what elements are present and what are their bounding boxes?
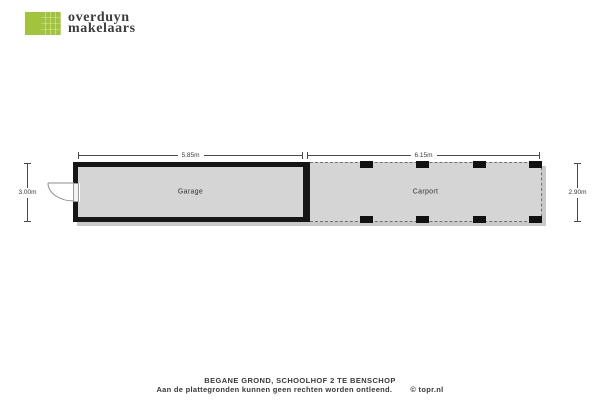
floorplan-title: BEGANE GROND, SCHOOLHOF 2 TE BENSCHOP	[204, 376, 396, 385]
dimension-carport-width	[307, 152, 540, 159]
carport-post	[529, 216, 542, 223]
dimension-carport-height	[568, 163, 587, 222]
garage-label: Garage	[177, 188, 204, 196]
carport-post	[473, 216, 486, 223]
dimension-carport-height-label: 2.90m	[568, 188, 587, 196]
dimension-garage-width-label: 5.85m	[177, 151, 203, 160]
agency-logo-icon	[25, 12, 61, 35]
carport-post	[473, 161, 486, 168]
carport-post	[529, 161, 542, 168]
credit-text: © topr.nl	[410, 385, 444, 394]
carport-post	[360, 161, 373, 168]
carport-label: Carport	[412, 188, 439, 196]
agency-name-line1: overduyn	[68, 10, 130, 25]
dimension-carport-width-label: 6.15m	[410, 151, 436, 160]
carport-room	[310, 162, 542, 222]
carport-post	[360, 216, 373, 223]
carport-post	[416, 216, 429, 223]
agency-logo	[25, 10, 136, 35]
door-swing-icon	[40, 175, 85, 210]
agency-logo-text	[68, 10, 136, 34]
disclaimer-text: Aan de plattegronden kunnen geen rechten worden ontleend.	[156, 385, 393, 394]
dimension-garage-height-label: 3.00m	[18, 188, 37, 196]
agency-name-line2: makelaars	[68, 21, 136, 36]
footer	[0, 376, 600, 394]
dimension-garage-width	[78, 152, 303, 159]
floorplan	[73, 162, 542, 222]
carport-post	[416, 161, 429, 168]
garage-room	[73, 162, 310, 222]
dimension-garage-height	[18, 163, 37, 222]
